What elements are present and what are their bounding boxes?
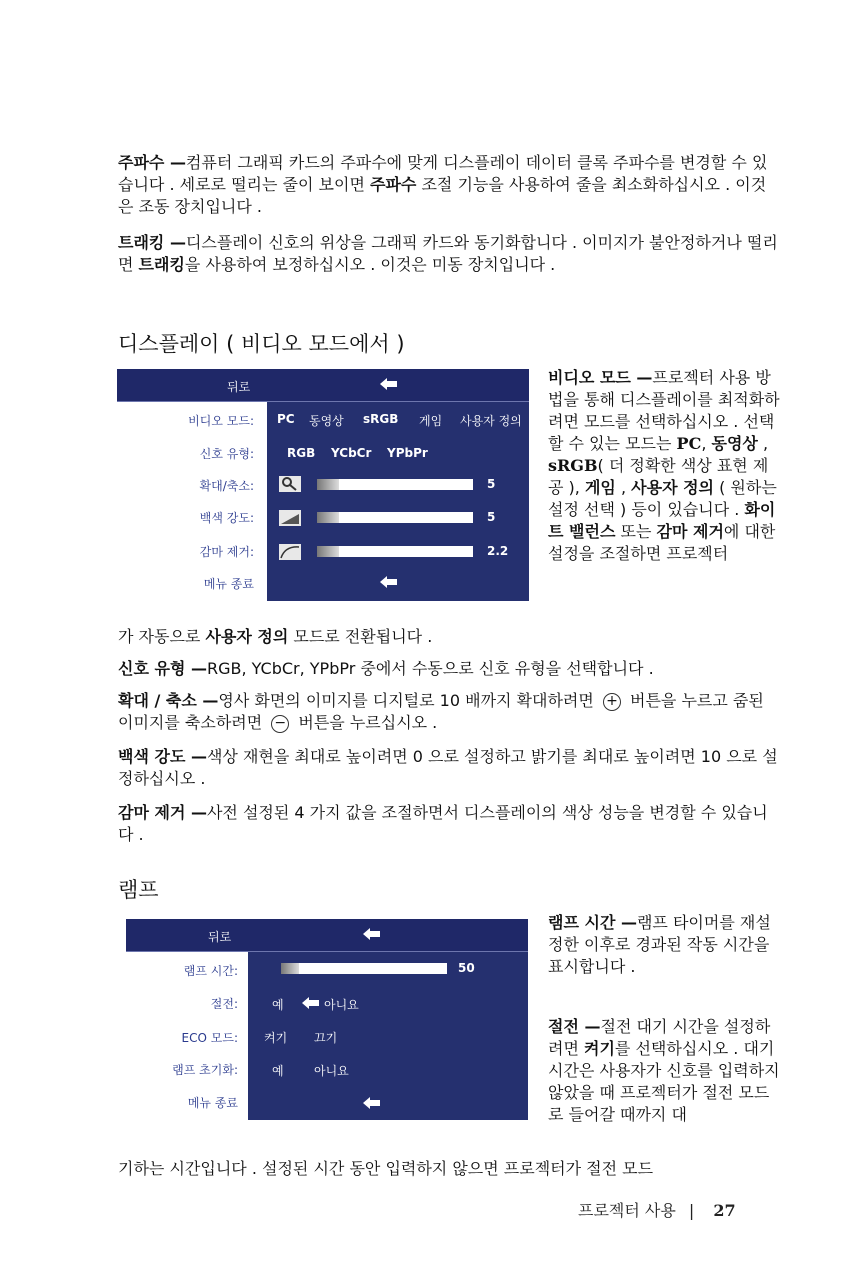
power-saving-text-1: 절전 대기 시간을 설정하려면 <box>548 1017 771 1058</box>
degamma-curve-icon <box>279 544 301 560</box>
osd-label-white-intensity: 백색 강도: <box>199 511 254 525</box>
lamp-reset-yes[interactable]: 예 <box>272 1064 284 1078</box>
lamp-reset-no[interactable]: 아니요 <box>314 1064 349 1078</box>
frequency-paragraph <box>118 152 778 218</box>
video-mode-game: 게임 <box>584 478 616 497</box>
video-mode-continuation <box>118 626 778 648</box>
zoom-text-2: 버튼을 누르고 줌된 이미지를 축소하려면 <box>118 691 764 732</box>
degamma-slider-fill <box>317 546 339 557</box>
signal-option-ypbpr[interactable]: YPbPr <box>387 446 428 460</box>
osd-lamp-top-bar[interactable] <box>126 919 528 952</box>
lamp-hour-value: 50 <box>458 961 475 975</box>
selection-arrow-icon <box>301 996 321 1010</box>
white-intensity-icon <box>279 510 301 526</box>
osd-label-video-mode: 비디오 모드: <box>188 414 254 428</box>
zoom-slider-fill <box>317 479 339 490</box>
video-mode-white-balance: 화이트 밸런스 <box>548 500 776 541</box>
lamp-hour-bar <box>281 963 447 974</box>
osd-display-menu <box>117 369 529 601</box>
osd-label-signal-type: 신호 유형: <box>199 447 254 461</box>
video-mode-text-1: 프로젝터 사용 방법을 통해 디스플레이를 최적화하려면 모드를 선택하십시오 . 선택할 수 있는 모드는 <box>548 368 780 453</box>
mode-option-pc[interactable]: PC <box>277 412 295 426</box>
video-mode-description <box>548 367 780 565</box>
osd-label-power-saving: 절전: <box>210 997 238 1011</box>
zoom-value: 5 <box>487 477 496 491</box>
signal-type-term: 신호 유형 — <box>118 659 207 678</box>
zoom-in-icon: + <box>603 693 621 711</box>
white-intensity-paragraph <box>118 746 778 790</box>
video-mode-movie: 동영상 <box>711 434 758 453</box>
video-mode-comma-2: , <box>757 434 769 453</box>
footer-separator: | <box>688 1201 695 1220</box>
zoom-term: 확대 / 축소 — <box>118 691 219 710</box>
video-mode-gamma: 감마 제거 <box>656 522 724 541</box>
lamp-hour-text: 램프 타이머를 재설정한 이후로 경과된 작동 시간을 표시합니다 . <box>548 913 771 976</box>
video-mode-text-2: ( 더 정확한 색상 표현 제공 ), <box>548 456 769 497</box>
tracking-text-2: 을 사용하여 보정하십시오 . 이것은 미동 장치입니다 . <box>184 255 556 274</box>
zoom-magnifier-icon <box>279 476 301 492</box>
frequency-term: 주파수 — <box>118 153 186 172</box>
osd-label-exit-menu[interactable]: 메뉴 종료 <box>203 577 254 591</box>
tracking-term: 트래킹 — <box>118 233 186 252</box>
section-heading-display: 디스플레이 ( 비디오 모드에서 ) <box>118 332 405 356</box>
mode-option-srgb[interactable]: sRGB <box>363 412 399 426</box>
zoom-slider[interactable] <box>317 479 473 490</box>
exit-arrow-icon[interactable] <box>379 575 399 589</box>
osd-lamp-exit-menu[interactable]: 메뉴 종료 <box>187 1096 238 1110</box>
signal-option-ycbcr[interactable]: YCbCr <box>331 446 372 460</box>
white-intensity-slider-fill <box>317 512 339 523</box>
tracking-paragraph <box>118 232 778 276</box>
signal-type-paragraph <box>118 658 778 680</box>
zoom-paragraph <box>118 690 778 734</box>
osd-back-label: 뒤로 <box>227 380 251 394</box>
mode-option-user[interactable]: 사용자 정의 <box>460 414 522 428</box>
power-saving-text-2: 를 선택하십시오 . 대기 시간은 사용자가 신호를 입력하지 않았을 때 프로젝터가 절전 모드로 들어갈 때까지 대 <box>548 1039 780 1124</box>
white-intensity-term: 백색 강도 — <box>118 747 207 766</box>
power-saving-description <box>548 1016 780 1126</box>
frequency-text-1: 컴퓨터 그래픽 카드의 주파수에 맞게 디스플레이 데이터 클록 주파수를 변경할 수 있습니다 . 세로로 떨리는 줄이 보이면 <box>118 153 768 194</box>
power-saving-no[interactable]: 아니요 <box>324 998 359 1012</box>
video-mode-user-2: 사용자 정의 <box>205 627 289 646</box>
degamma-term: 감마 제거 — <box>118 803 207 822</box>
degamma-paragraph <box>118 802 778 846</box>
power-saving-on: 켜기 <box>584 1039 615 1058</box>
lamp-hour-description <box>548 912 780 978</box>
video-mode-cont-1: 가 자동으로 <box>118 627 206 646</box>
osd-label-column <box>117 402 267 601</box>
lamp-hour-term: 램프 시간 — <box>548 913 637 932</box>
video-mode-text-3: ( 원하는 설정 선택 ) 등이 있습니다 . <box>548 478 777 519</box>
eco-mode-on[interactable]: 켜기 <box>264 1031 288 1045</box>
osd-label-zoom: 확대/축소: <box>199 479 254 493</box>
video-mode-srgb: sRGB <box>548 456 598 475</box>
frequency-bold: 주파수 <box>370 175 417 194</box>
signal-type-text: RGB, YCbCr, YPbPr 중에서 수동으로 신호 유형을 선택합니다 . <box>206 659 654 678</box>
signal-option-rgb[interactable]: RGB <box>287 446 316 460</box>
white-intensity-slider[interactable] <box>317 512 473 523</box>
video-mode-text-5: 에 대한 설정을 조절하면 프로젝터 <box>548 522 776 563</box>
zoom-text-1: 영사 화면의 이미지를 디지털로 10 배까지 확대하려면 <box>218 691 599 710</box>
tracking-text-1: 디스플레이 신호의 위상을 그래픽 카드와 동기화합니다 . 이미지가 불안정하거나 떨리면 <box>118 233 778 274</box>
tracking-bold: 트래킹 <box>138 255 185 274</box>
power-saving-term: 절전 — <box>548 1017 601 1036</box>
osd-label-lamp-hour: 램프 시간: <box>183 964 238 978</box>
video-mode-cont-2: 모드로 전환됩니다 . <box>288 627 433 646</box>
exit-arrow-icon[interactable] <box>362 1096 382 1110</box>
page-footer <box>578 1198 736 1221</box>
zoom-out-icon: − <box>271 715 289 733</box>
mode-option-movie[interactable]: 동영상 <box>309 414 344 428</box>
back-arrow-icon <box>379 377 399 391</box>
osd-label-degamma: 감마 제거: <box>199 545 254 559</box>
frequency-text-2: 조절 기능을 사용하여 줄을 최소화하십시오 . 이것은 조동 장치입니다 . <box>118 175 767 216</box>
osd-lamp-back-label: 뒤로 <box>208 930 232 944</box>
video-mode-user: 사용자 정의 <box>631 478 715 497</box>
section-heading-lamp: 램프 <box>118 878 159 902</box>
power-saving-yes[interactable]: 예 <box>272 998 284 1012</box>
video-mode-pc: PC <box>676 434 702 453</box>
degamma-value: 2.2 <box>487 544 509 558</box>
osd-label-lamp-reset: 램프 초기화: <box>172 1063 238 1077</box>
lamp-hour-fill <box>281 963 299 974</box>
osd-label-eco-mode: ECO 모드: <box>181 1031 238 1045</box>
osd-top-bar[interactable] <box>117 369 529 402</box>
zoom-text-3: 버튼을 누르십시오 . <box>293 713 438 732</box>
video-mode-term: 비디오 모드 — <box>548 368 653 387</box>
eco-mode-off[interactable]: 끄기 <box>314 1031 338 1045</box>
osd-lamp-menu <box>126 919 528 1120</box>
power-saving-continuation: 기하는 시간입니다 . 설정된 시간 동안 입력하지 않으면 프로젝터가 절전 모드 <box>118 1159 654 1178</box>
footer-label: 프로젝터 사용 <box>578 1201 676 1220</box>
video-mode-comma-3: , <box>615 478 632 497</box>
video-mode-text-4: 또는 <box>615 522 657 541</box>
white-intensity-value: 5 <box>487 510 496 524</box>
degamma-text: 사전 설정된 4 가지 값을 조절하면서 디스플레이의 색상 성능을 변경할 수 있습니다 . <box>118 803 768 844</box>
degamma-slider[interactable] <box>317 546 473 557</box>
back-arrow-icon <box>362 927 382 941</box>
page-number: 27 <box>713 1201 736 1220</box>
white-intensity-text: 색상 재현을 최대로 높이려면 0 으로 설정하고 밝기를 최대로 높이려면 10 으로 설정하십시오 . <box>118 747 778 788</box>
mode-option-game[interactable]: 게임 <box>419 414 443 428</box>
video-mode-comma-1: , <box>701 434 712 453</box>
